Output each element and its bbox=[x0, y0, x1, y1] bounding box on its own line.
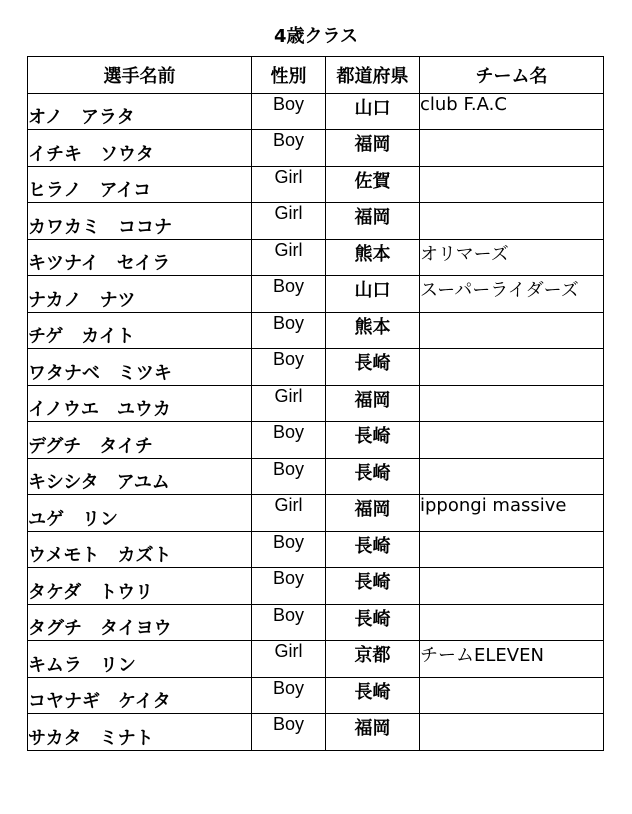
table-row bbox=[28, 312, 604, 349]
player-gender: Boy bbox=[252, 93, 326, 130]
player-gender: Girl bbox=[252, 166, 326, 203]
player-prefecture: 福岡 bbox=[326, 203, 420, 240]
table-row bbox=[28, 604, 604, 641]
player-team bbox=[420, 130, 604, 167]
player-team: チームELEVEN bbox=[420, 641, 604, 678]
player-prefecture: 長崎 bbox=[326, 458, 420, 495]
player-name: コヤナギ ケイタ bbox=[28, 677, 252, 714]
player-gender: Boy bbox=[252, 677, 326, 714]
player-name: ウメモト カズト bbox=[28, 531, 252, 568]
player-gender: Girl bbox=[252, 203, 326, 240]
player-team bbox=[420, 385, 604, 422]
player-prefecture: 熊本 bbox=[326, 239, 420, 276]
player-name: タグチ タイヨウ bbox=[28, 604, 252, 641]
table-row bbox=[28, 495, 604, 532]
player-team bbox=[420, 568, 604, 605]
player-team bbox=[420, 422, 604, 459]
player-team bbox=[420, 714, 604, 751]
table-row bbox=[28, 239, 604, 276]
player-team bbox=[420, 677, 604, 714]
player-team bbox=[420, 531, 604, 568]
player-team bbox=[420, 166, 604, 203]
player-team bbox=[420, 458, 604, 495]
player-name: キムラ リン bbox=[28, 641, 252, 678]
player-prefecture: 福岡 bbox=[326, 714, 420, 751]
player-gender: Boy bbox=[252, 276, 326, 313]
header-team: チーム名 bbox=[420, 57, 604, 94]
player-team: club F.A.C bbox=[420, 93, 604, 130]
player-name: オノ アラタ bbox=[28, 93, 252, 130]
player-name: ナカノ ナツ bbox=[28, 276, 252, 313]
player-gender: Girl bbox=[252, 495, 326, 532]
player-prefecture: 福岡 bbox=[326, 495, 420, 532]
player-gender: Boy bbox=[252, 604, 326, 641]
player-name: サカタ ミナト bbox=[28, 714, 252, 751]
player-prefecture: 長崎 bbox=[326, 604, 420, 641]
player-prefecture: 佐賀 bbox=[326, 166, 420, 203]
player-prefecture: 長崎 bbox=[326, 531, 420, 568]
table-row bbox=[28, 714, 604, 751]
player-prefecture: 長崎 bbox=[326, 422, 420, 459]
player-name: ワタナベ ミツキ bbox=[28, 349, 252, 386]
table-row bbox=[28, 458, 604, 495]
table-row bbox=[28, 422, 604, 459]
player-prefecture: 福岡 bbox=[326, 385, 420, 422]
header-row bbox=[28, 57, 604, 94]
header-gender: 性別 bbox=[252, 57, 326, 94]
table-row bbox=[28, 166, 604, 203]
player-name: カワカミ ココナ bbox=[28, 203, 252, 240]
player-name: ヒラノ アイコ bbox=[28, 166, 252, 203]
header-prefecture: 都道府県 bbox=[326, 57, 420, 94]
player-name: ユゲ リン bbox=[28, 495, 252, 532]
player-prefecture: 熊本 bbox=[326, 312, 420, 349]
player-gender: Boy bbox=[252, 130, 326, 167]
player-gender: Boy bbox=[252, 568, 326, 605]
player-team: オリマーズ bbox=[420, 239, 604, 276]
player-name: キシシタ アユム bbox=[28, 458, 252, 495]
player-name: キツナイ セイラ bbox=[28, 239, 252, 276]
player-prefecture: 長崎 bbox=[326, 677, 420, 714]
table-row bbox=[28, 276, 604, 313]
table-row bbox=[28, 385, 604, 422]
header-name: 選手名前 bbox=[28, 57, 252, 94]
roster-table bbox=[27, 56, 604, 751]
player-gender: Girl bbox=[252, 239, 326, 276]
player-team bbox=[420, 349, 604, 386]
table-row bbox=[28, 531, 604, 568]
table-row bbox=[28, 641, 604, 678]
player-team: スーパーライダーズ bbox=[420, 276, 604, 313]
player-prefecture: 福岡 bbox=[326, 130, 420, 167]
player-prefecture: 京都 bbox=[326, 641, 420, 678]
player-prefecture: 長崎 bbox=[326, 568, 420, 605]
player-team bbox=[420, 203, 604, 240]
player-gender: Boy bbox=[252, 458, 326, 495]
player-gender: Boy bbox=[252, 312, 326, 349]
player-gender: Boy bbox=[252, 349, 326, 386]
table-row bbox=[28, 349, 604, 386]
player-team: ippongi massive bbox=[420, 495, 604, 532]
player-gender: Girl bbox=[252, 385, 326, 422]
player-name: チゲ カイト bbox=[28, 312, 252, 349]
player-gender: Girl bbox=[252, 641, 326, 678]
player-prefecture: 山口 bbox=[326, 93, 420, 130]
player-team bbox=[420, 312, 604, 349]
player-prefecture: 長崎 bbox=[326, 349, 420, 386]
player-gender: Boy bbox=[252, 531, 326, 568]
player-name: タケダ トウリ bbox=[28, 568, 252, 605]
table-row bbox=[28, 130, 604, 167]
page-title: 4歳クラス bbox=[274, 26, 358, 47]
player-gender: Boy bbox=[252, 714, 326, 751]
player-name: イチキ ソウタ bbox=[28, 130, 252, 167]
player-team bbox=[420, 604, 604, 641]
table-row bbox=[28, 93, 604, 130]
player-name: イノウエ ユウカ bbox=[28, 385, 252, 422]
table-row bbox=[28, 568, 604, 605]
table-row bbox=[28, 677, 604, 714]
table-row bbox=[28, 203, 604, 240]
player-gender: Boy bbox=[252, 422, 326, 459]
roster-body bbox=[28, 93, 604, 750]
player-prefecture: 山口 bbox=[326, 276, 420, 313]
player-name: デグチ タイチ bbox=[28, 422, 252, 459]
